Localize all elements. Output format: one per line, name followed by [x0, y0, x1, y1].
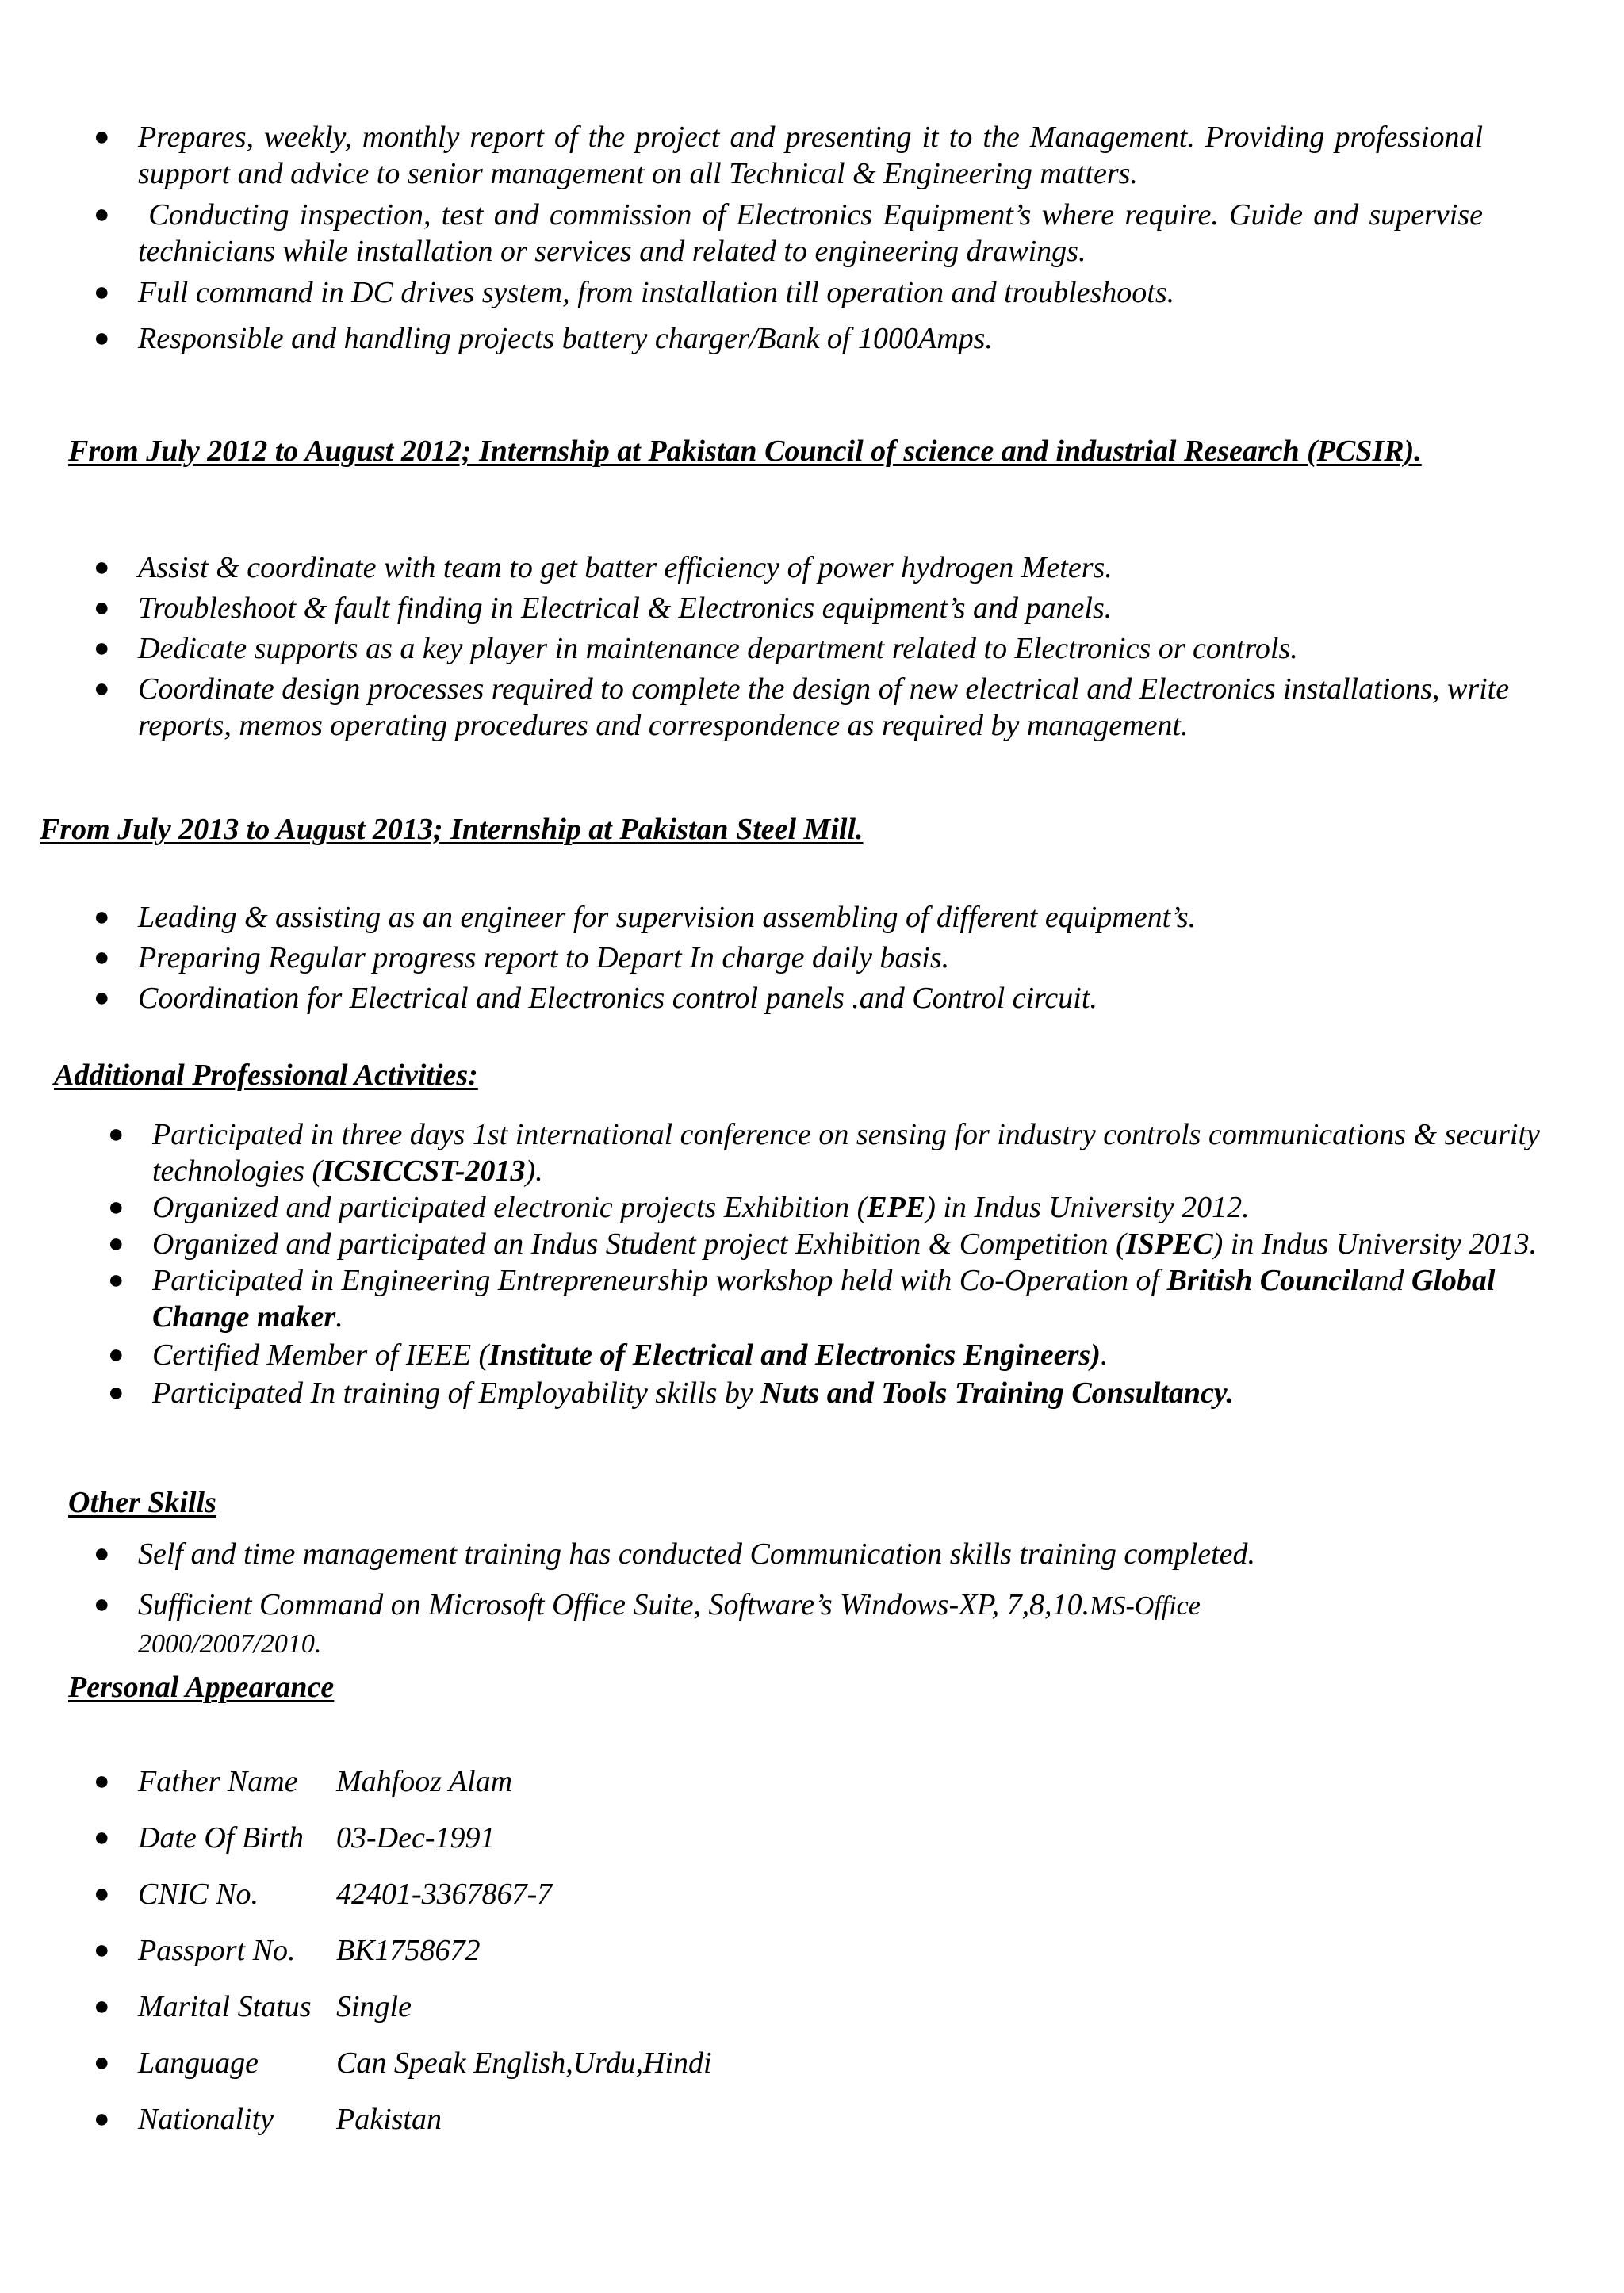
bullet-icon: ●: [94, 674, 110, 703]
bullet-icon: ●: [94, 1823, 110, 1852]
bullet-icon: ●: [94, 902, 110, 932]
activity-text: ) in Indus University 2013.: [1212, 1227, 1538, 1261]
bullet-icon: ●: [94, 122, 110, 151]
list-item: [94, 197, 1491, 270]
bullet-icon: ●: [108, 1265, 124, 1295]
list-item-text: Full command in DC drives system, from installation till operation and troubleshoots.: [138, 276, 1175, 309]
activity-highlight: EPE: [867, 1191, 926, 1224]
language-value: Can Speak English,Urdu,Hindi: [336, 2046, 712, 2080]
steel-mill-heading: From July 2013 to August 2013; Internship at Pakistan Steel Mill.: [40, 813, 864, 846]
personal-row: [94, 2101, 1090, 2138]
bullet-icon: ●: [108, 1229, 124, 1258]
personal-row: [94, 1763, 1090, 1800]
list-item: [94, 671, 1565, 744]
activity-highlight: Global Change maker: [152, 1264, 1496, 1334]
list-item-text: Troubleshoot & fault finding in Electrical & Electronics equipment’s and panels.: [138, 591, 1113, 625]
activity-highlight: British Council: [1166, 1264, 1359, 1297]
bullet-icon: ●: [94, 2104, 110, 2134]
personal-row: [94, 1876, 1090, 1912]
list-item: [108, 1262, 1564, 1335]
list-item-text-small: MS-Office 2000/2007/2010.: [138, 1591, 1201, 1659]
bullet-icon: ●: [94, 1935, 110, 1965]
personal-row: [94, 1989, 1090, 2025]
list-item-text: Leading & assisting as an engineer for supervision assembling of different equipment’s.: [138, 901, 1197, 934]
father-name-value: Mahfooz Alam: [336, 1765, 513, 1798]
activities-heading: Additional Professional Activities:: [54, 1058, 478, 1092]
bullet-icon: ●: [94, 200, 110, 229]
activity-text: .: [335, 1300, 343, 1334]
list-item: [108, 1226, 1564, 1262]
list-item: [94, 980, 1565, 1016]
passport-value: BK1758672: [336, 1934, 481, 1967]
list-item-text: Coordination for Electrical and Electronics control panels .and Control circuit.: [138, 982, 1097, 1015]
list-item-text: Sufficient Command on Microsoft Office Suite, Software’s Windows-XP, 7,8,10.: [138, 1588, 1090, 1621]
other-skills-list: [94, 1536, 1565, 1663]
bullet-icon: ●: [94, 1590, 110, 1619]
activities-list: [108, 1116, 1564, 1411]
list-item-text: Dedicate supports as a key player in maintenance department related to Electronics or controls.: [138, 632, 1298, 665]
bullet-icon: ●: [108, 1120, 124, 1149]
personal-row: [94, 1820, 1090, 1856]
bullet-icon: ●: [94, 943, 110, 972]
bullet-icon: ●: [94, 2048, 110, 2077]
bullet-icon: ●: [94, 983, 110, 1013]
list-item: [108, 1337, 1564, 1373]
activity-highlight: Institute of Electrical and Electronics Engineers): [488, 1338, 1101, 1372]
list-item: [94, 1536, 1565, 1572]
dob-label: Date Of Birth: [138, 1821, 304, 1855]
cnic-label: CNIC No.: [138, 1878, 259, 1911]
list-item: [94, 590, 1565, 626]
list-item: [94, 940, 1565, 976]
nationality-value: Pakistan: [336, 2103, 442, 2136]
list-item: [108, 1189, 1564, 1226]
bullet-icon: ●: [108, 1192, 124, 1222]
activity-highlight: ISPEC: [1125, 1227, 1213, 1261]
personal-details-list: [94, 1763, 1090, 2138]
bullet-icon: ●: [94, 553, 110, 582]
bullet-icon: ●: [94, 278, 110, 307]
bullet-icon: ●: [108, 1340, 124, 1369]
activity-text: Certified Member of IEEE (: [152, 1338, 489, 1372]
activity-text: ) in Indus University 2012.: [925, 1191, 1250, 1224]
personal-row: [94, 2045, 1090, 2081]
bullet-icon: ●: [94, 1539, 110, 1568]
list-item: [94, 899, 1565, 936]
list-item: [94, 1587, 1343, 1663]
list-item: [108, 1116, 1564, 1189]
list-item-text: Coordinate design processes required to complete the design of new electrical and Electronics installations, write reports, memos operating procedures and correspondence as required by management.: [138, 672, 1510, 742]
list-item: [94, 274, 1483, 311]
steel-mill-list: [94, 899, 1565, 1016]
bullet-icon: ●: [94, 1767, 110, 1796]
personal-heading: Personal Appearance: [68, 1671, 335, 1704]
passport-label: Passport No.: [138, 1934, 296, 1967]
list-item-text: Conducting inspection, test and commission of Electronics Equipment’s where require. Guide and supervise technicians while installation or services and related to engineering drawings.: [138, 198, 1491, 268]
list-item: [94, 119, 1483, 192]
nationality-label: Nationality: [138, 2103, 274, 2136]
list-item: [94, 320, 1483, 357]
activity-text: ).: [525, 1154, 543, 1188]
activity-text: Organized and participated an Indus Student project Exhibition & Competition (: [152, 1227, 1126, 1261]
marital-status-value: Single: [336, 1990, 412, 2023]
list-item-text: Preparing Regular progress report to Depart In charge daily basis.: [138, 941, 950, 974]
activity-highlight: ICSICCST-2013: [322, 1154, 526, 1188]
list-item-text: Prepares, weekly, monthly report of the project and presenting it to the Management. Providing professional support and advice to senior management on all Technical & Engineering matters.: [138, 121, 1483, 190]
pcsir-heading: From July 2012 to August 2012; Internship at Pakistan Council of science and industrial Research (PCSIR).: [68, 434, 1422, 468]
bullet-icon: ●: [94, 1992, 110, 2021]
list-item: [108, 1375, 1564, 1411]
list-item: [94, 549, 1565, 586]
cnic-value: 42401-3367867-7: [336, 1878, 553, 1911]
other-skills-heading: Other Skills: [68, 1486, 216, 1519]
list-item-text: Responsible and handling projects battery charger/Bank of 1000Amps.: [138, 322, 993, 355]
list-item: [94, 630, 1565, 667]
faint-artifact-mark: [151, 2165, 182, 2199]
list-item-text: Assist & coordinate with team to get batter efficiency of power hydrogen Meters.: [138, 551, 1113, 584]
bullet-icon: ●: [94, 634, 110, 663]
language-label: Language: [138, 2046, 259, 2080]
activity-text: .: [1100, 1338, 1109, 1372]
bullet-icon: ●: [94, 1879, 110, 1908]
activity-highlight: Nuts and Tools Training Consultancy.: [760, 1376, 1234, 1410]
father-name-label: Father Name: [138, 1765, 298, 1798]
activity-text: Organized and participated electronic projects Exhibition (: [152, 1191, 868, 1224]
marital-status-label: Marital Status: [138, 1990, 312, 2023]
bullet-icon: ●: [108, 1378, 124, 1407]
list-item-text: Self and time management training has conducted Communication skills training completed.: [138, 1537, 1255, 1571]
personal-row: [94, 1932, 1090, 1969]
dob-value: 03-Dec-1991: [336, 1821, 496, 1855]
activity-text: Participated in three days 1st international conference on sensing for industry controls communications & security technologies (: [152, 1118, 1540, 1188]
pcsir-list: [94, 549, 1565, 744]
responsibilities-list: [94, 119, 1491, 357]
activity-text: Participated In training of Employability skills by: [152, 1376, 761, 1410]
bullet-icon: ●: [94, 323, 110, 353]
activity-text: and: [1358, 1264, 1411, 1297]
bullet-icon: ●: [94, 593, 110, 622]
activity-text: Participated in Engineering Entrepreneurship workshop held with Co-Operation of: [152, 1264, 1167, 1297]
